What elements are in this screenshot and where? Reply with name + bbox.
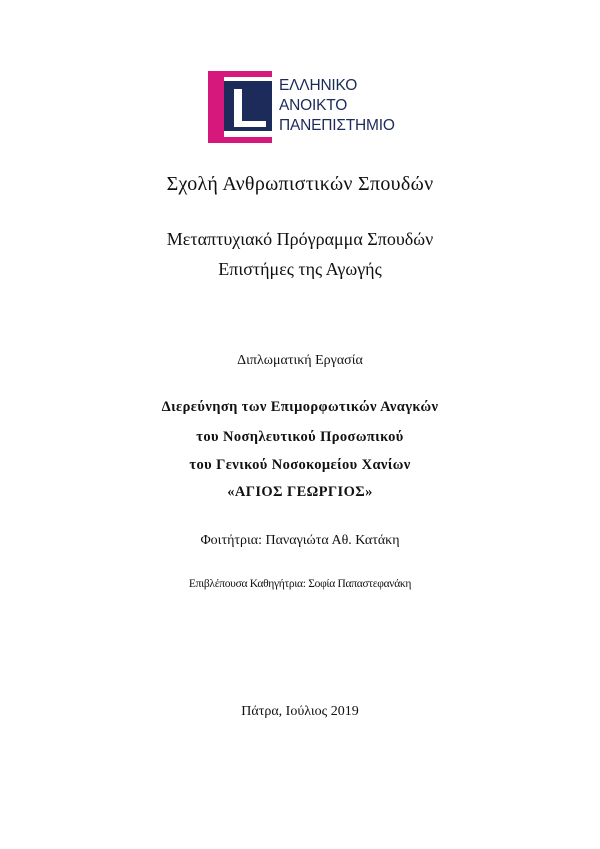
place-date: Πάτρα, Ιούλιος 2019 xyxy=(241,704,359,719)
student-name: Φοιτήτρια: Παναγιώτα Αθ. Κατάκη xyxy=(200,533,400,548)
program-name: Μεταπτυχιακό Πρόγραμμα Σπουδών xyxy=(166,229,434,249)
logo-emblem-icon xyxy=(208,71,276,143)
document-type: Διπλωματική Εργασία xyxy=(237,353,363,368)
thesis-title-line-3: του Γενικού Νοσοκομείου Χανίων xyxy=(189,457,411,473)
logo-line-2: ΑΝΟΙΚΤΟ xyxy=(279,97,348,114)
logo-wordmark xyxy=(279,76,395,136)
university-logo xyxy=(208,71,398,143)
field-name: Επιστήμες της Αγωγής xyxy=(218,259,382,279)
thesis-title-line-1: Διερεύνηση των Επιμορφωτικών Αναγκών xyxy=(161,399,439,415)
school-name: Σχολή Ανθρωπιστικών Σπουδών xyxy=(166,173,434,195)
supervisor-name: Επιβλέπουσα Καθηγήτρια: Σοφία Παπαστεφανάκη xyxy=(188,578,412,590)
logo-line-3: ΠΑΝΕΠΙΣΤΗΜΙΟ xyxy=(279,117,395,134)
thesis-title-line-2: του Νοσηλευτικού Προσωπικού xyxy=(196,429,404,445)
logo-line-1: ΕΛΛΗΝΙΚΟ xyxy=(279,77,358,94)
thesis-title-line-4: «ΑΓΙΟΣ ΓΕΩΡΓΙΟΣ» xyxy=(227,484,373,500)
